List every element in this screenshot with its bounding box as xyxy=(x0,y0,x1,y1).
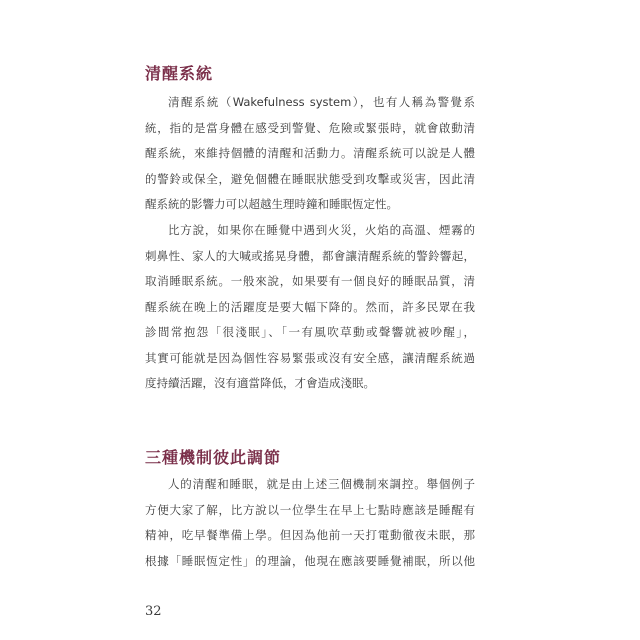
text-line: 人的清醒和睡眠，就是由上述三個機制來調控。舉個例子 xyxy=(168,477,475,491)
text-line: 比方說，如果你在睡覺中遇到火災，火焰的高溫、煙霧的 xyxy=(168,223,475,237)
text-line: 其實可能就是因為個性容易緊張或沒有安全感，讓清醒系統過 xyxy=(145,350,475,365)
page-number: 32 xyxy=(145,604,162,619)
text-line: 醒系統在晚上的活躍度是要大幅下降的。然而，許多民眾在我 xyxy=(145,299,475,314)
text-line: 統，指的是當身體在感受到警覺、危險或緊張時，就會啟動清 xyxy=(145,120,475,135)
text-line: 的警鈴或保全，避免個體在睡眠狀態受到攻擊或災害，因此清 xyxy=(145,171,475,186)
text-line: 取消睡眠系統。一般來說，如果要有一個良好的睡眠品質，清 xyxy=(145,274,475,288)
section-heading-three-mechanisms: 三種機制彼此調節 xyxy=(145,448,282,467)
text-line: 診間常抱怨「很淺眠」、「一有風吹草動或聲響就被吵醒」， xyxy=(145,325,475,339)
text-line: 根據「睡眠恆定性」的理論，他現在應該要睡覺補眠，所以他 xyxy=(145,553,475,568)
text-line: 度持續活躍，沒有適當降低，才會造成淺眠。 xyxy=(145,376,375,390)
text-line: 清醒系統（Wakefulness system），也有人稱為警覺系 xyxy=(168,95,475,109)
text-line: 醒系統的影響力可以超越生理時鐘和睡眠恆定性。 xyxy=(145,197,398,211)
paragraph-fire-example xyxy=(145,218,475,397)
text-line: 醒系統，來維持個體的清醒和活動力。清醒系統可以說是人體 xyxy=(145,146,475,160)
section-heading-wakefulness-system: 清醒系統 xyxy=(145,64,214,83)
text-line: 精神，吃早餐準備上學。但因為他前一天打電動徹夜未眠，那 xyxy=(145,528,475,542)
text-line: 方便大家了解，比方說以一位學生在早上七點時應該是睡醒有 xyxy=(145,502,475,517)
paragraph-student-example xyxy=(145,472,475,574)
text-line: 刺鼻性、家人的大喊或搖晃身體，都會讓清醒系統的警鈴響起， xyxy=(145,248,475,263)
paragraph-wakefulness-definition xyxy=(145,90,475,218)
